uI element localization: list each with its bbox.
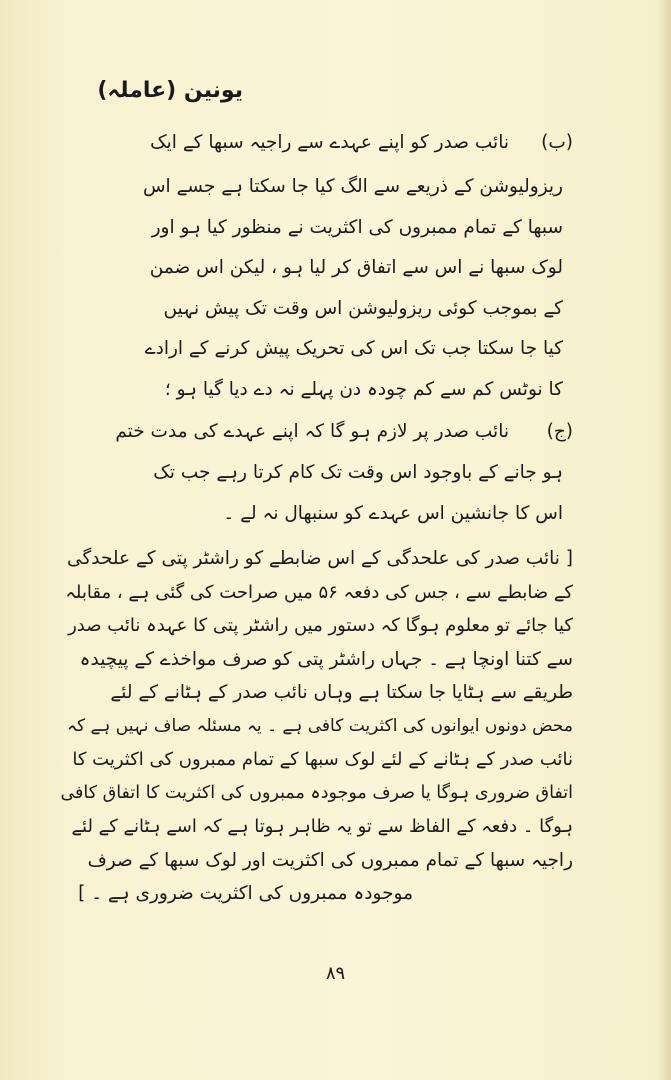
section-b-line: سبھا کے تمام ممبروں کی اکثریت نے منظور کیا ہو اور xyxy=(151,217,563,238)
section-c-marker: (ج) xyxy=(546,421,573,442)
note-line: نائب صدر کے ہٹانے کے لئے لوک سبھا کے تمام ممبروں کی اکثریت کا xyxy=(72,749,573,770)
note-line: محض دونوں ایوانوں کی اکثریت کافی ہے ۔ یہ مسئلہ صاف نہیں ہے کہ xyxy=(66,715,573,736)
note-line: راجیہ سبھا کے تمام ممبروں کی اکثریت اور لوک سبھا کے صرف xyxy=(87,849,573,871)
section-b-marker: (ب) xyxy=(541,132,573,153)
note-line: اتفاق ضروری ہوگا یا صرف موجودہ ممبروں کی اکثریت کا اتفاق کافی xyxy=(60,782,573,803)
note-line: [ نائب صدر کی علحدگی کے اس ضابطے کو راشٹر پتی کے علحدگی xyxy=(67,548,573,569)
section-c-line: ہو جانے کے باوجود اس وقت تک کام کرتا رہے جب تک xyxy=(153,462,563,483)
section-b-line: ریزولیوشن کے ذریعے سے الگ کیا جا سکتا ہے جسے اس xyxy=(142,176,563,197)
note-line: کیا جائے تو معلوم ہوگا کہ دستور میں راشٹر پتی کا عہدہ نائب صدر xyxy=(68,615,573,636)
note-line: طریقے سے ہٹایا جا سکتا ہے وہاں نائب صدر کے ہٹانے کے لئے xyxy=(110,682,573,703)
section-b-line: کا نوٹس کم سے کم چودہ دن پہلے نہ دے دیا گیا ہو ؛ xyxy=(164,379,563,400)
section-b-line: لوک سبھا نے اس سے اتفاق کر لیا ہو ، لیکن اس ضمن xyxy=(149,257,563,278)
page-number: ۸۹ xyxy=(325,963,346,984)
note-line: کے ضابطے سے ، جس کی دفعہ ۵۶ میں صراحت کی گئی ہے ، مقابلہ xyxy=(65,581,573,603)
section-c-line: نائب صدر پر لازم ہو گا کہ اپنے عہدے کی مدت ختم xyxy=(115,421,509,442)
section-c-line: اس کا جانشین اس عہدے کو سنبھال نہ لے ۔ xyxy=(223,503,563,524)
note-line: سے کتنا اونچا ہے ۔ جہاں راشٹر پتی کو صرف مواخذے کے پیچیدہ xyxy=(79,648,573,670)
page-edge-shadow xyxy=(657,0,671,1080)
section-b-line: کیا جا سکتا جب تک اس کی تحریک پیش کرنے کے ارادے xyxy=(144,338,563,359)
note-line: موجودہ ممبروں کی اکثریت ضروری ہے ۔ ] xyxy=(78,883,413,904)
section-b-line: نائب صدر کو اپنے عہدے سے راجیہ سبھا کے ایک xyxy=(150,132,509,153)
note-line: ہوگا ۔ دفعہ کے الفاظ سے تو یہ ظاہر ہوتا ہے کہ اسے ہٹانے کے لئے xyxy=(71,816,573,837)
section-b-line: کے بموجب کوئی ریزولیوشن اس وقت تک پیش نہیں xyxy=(163,298,563,319)
chapter-header: یونین (عاملہ) xyxy=(97,78,243,103)
